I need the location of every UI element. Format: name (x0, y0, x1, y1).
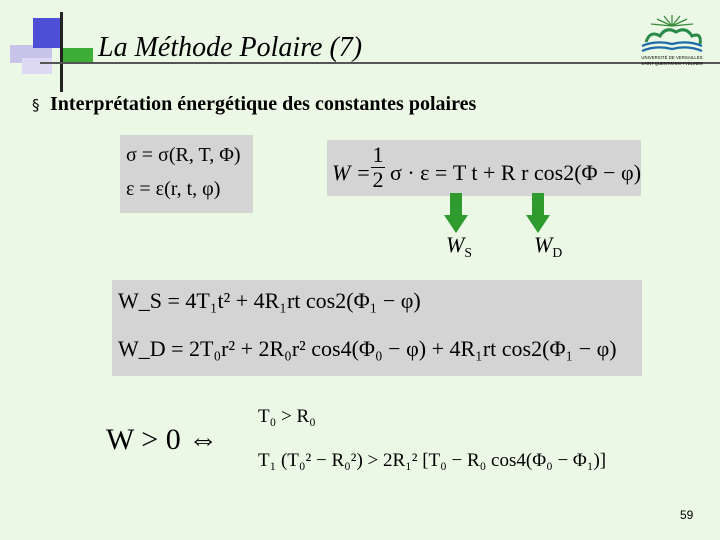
energy-equation-rhs: σ · ε = T t + R r cos2(Φ − φ) (390, 160, 642, 185)
decor-square-blue (33, 18, 63, 48)
condition-t0-gt-r0: T₀ > R₀ (258, 406, 316, 427)
wd-equation: W_D = 2T₀r² + 2R₀r² cos4(Φ₀ − φ) + 4R₁rt cos2(Φ₁ − φ) (118, 336, 617, 361)
decor-square-green (63, 48, 93, 63)
decor-vertical-line (60, 12, 63, 92)
down-arrow-icon (444, 193, 468, 233)
epsilon-definition: ε = ε(r, t, φ) (126, 178, 221, 200)
page-number: 59 (680, 508, 694, 522)
section-heading: Interprétation énergétique des constantes polaires (50, 93, 477, 115)
one-half-fraction (371, 143, 385, 192)
energy-equation-lhs: W = (332, 160, 371, 185)
fraction-denominator: 2 (372, 167, 384, 192)
ws-equation: W_S = 4T₁t² + 4R₁rt cos2(Φ₁ − φ) (118, 288, 421, 313)
positivity-condition-lhs: W > 0 ⇔ (106, 423, 219, 456)
label-ws: $W_S$ (446, 232, 472, 260)
down-arrow-icon (526, 193, 550, 233)
bullet-icon: § (32, 96, 40, 114)
fraction-numerator: 1 (372, 142, 384, 167)
decor-square-lavender-light (22, 58, 52, 74)
slide-title: La Méthode Polaire (7) (98, 32, 363, 63)
logo-text-line2: SAINT-QUENTIN-EN-YVELINES (641, 61, 703, 66)
label-wd: $W_D$ (534, 232, 563, 260)
logo-text-line1: UNIVERSITÉ DE VERSAILLES (641, 55, 703, 60)
sigma-definition: σ = σ(R, T, Φ) (126, 144, 241, 166)
condition-inequality: T₁ (T₀² − R₀²) > 2R₁² [T₀ − R₀ cos4(Φ₀ − Φ₁)] (258, 450, 607, 471)
